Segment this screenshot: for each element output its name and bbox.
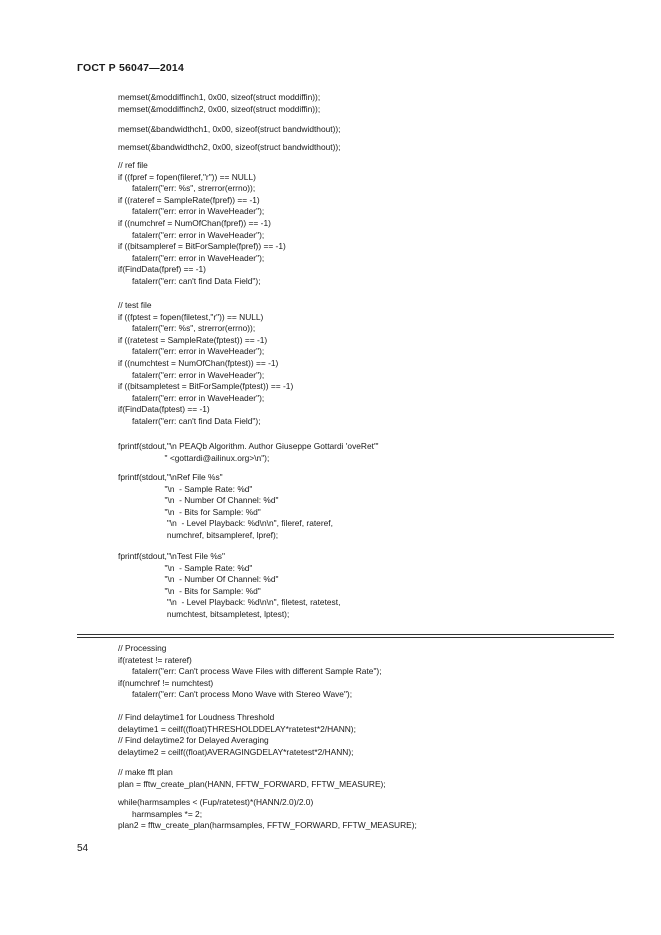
section-divider-lower <box>77 637 614 638</box>
top-code-block-4: // ref file if ((fpref = fopen(fileref,"r")) == NULL) fatalerr("err: %s", strerror(errno)); if ((rateref = SampleRate(fpref)) == -1) fatalerr("err: error in WaveHeader"); if ((numchref = NumOfChan(fpref)) == -1) fatalerr("err: error in WaveHeader"); if ((bitsampleref = BitForSample(fpref)) == -1) fatalerr("err: error in WaveHeader"); if(FindData(fpref) == -1) fatalerr("err: can't find Data Field"); <box>118 160 286 286</box>
bottom-code-block-4: while(harmsamples < (Fup/ratetest)*(HANN/2.0)/2.0) harmsamples *= 2; plan2 = fftw_create_plan(harmsamples, FFTW_FORWARD, FFTW_MEASURE); <box>118 797 417 831</box>
section-divider-upper <box>77 634 614 635</box>
top-code-block-5: // test file if ((fptest = fopen(filetest,"r")) == NULL) fatalerr("err: %s", strerror(errno)); if ((ratetest = SampleRate(fptest)) == -1) fatalerr("err: error in WaveHeader"); if ((numchtest = NumOfChan(fptest)) == -1) fatalerr("err: error in WaveHeader"); if ((bitsampletest = BitForSample(fptest)) == -1) fatalerr("err: error in WaveHeader"); if(FindData(fptest) == -1) fatalerr("err: can't find Data Field"); <box>118 300 294 426</box>
top-code-block-2: memset(&bandwidthch1, 0x00, sizeof(struct bandwidthout)); <box>118 124 341 134</box>
top-code-block-6: fprintf(stdout,"\n PEAQb Algorithm. Author Giuseppe Gottardi 'oveRet'" " <gottardi@ailinux.org>\n"); <box>118 441 379 463</box>
bottom-code-block-1: // Processing if(ratetest != rateref) fatalerr("err: Can't process Wave Files with different Sample Rate"); if(numchref != numchtest) fatalerr("err: Can't process Mono Wave with Stereo Wave"); <box>118 643 382 700</box>
bottom-code-block-3: // make fft plan plan = fftw_create_plan(HANN, FFTW_FORWARD, FFTW_MEASURE); <box>118 767 386 789</box>
top-code-block-7: fprintf(stdout,"\nRef File %s" "\n - Sample Rate: %d" "\n - Number Of Channel: %d" "\n - Bits for Sample: %d" "\n - Level Playback: %d\n\n", fileref, rateref, numchref, bitsampleref, lpref); <box>118 472 333 540</box>
top-code-block-3: memset(&bandwidthch2, 0x00, sizeof(struct bandwidthout)); <box>118 142 341 152</box>
top-code-block-8: fprintf(stdout,"\nTest File %s" "\n - Sample Rate: %d" "\n - Number Of Channel: %d" "\n - Bits for Sample: %d" "\n - Level Playback: %d\n\n", filetest, ratetest, numchtest, bitsampletest, lptest); <box>118 551 341 619</box>
page-header-title: ГОСТ Р 56047—2014 <box>77 62 185 74</box>
bottom-code-block-2: // Find delaytime1 for Loudness Threshold delaytime1 = ceilf((float)THRESHOLDDELAY*ratetest*2/HANN); // Find delaytime2 for Delayed Averaging delaytime2 = ceilf((float)AVERAGINGDELAY*ratetest*2/HANN); <box>118 712 356 757</box>
page-number: 54 <box>77 843 89 854</box>
top-code-block-1: memset(&moddiffinch1, 0x00, sizeof(struct moddiffin)); memset(&moddiffinch2, 0x00, sizeof(struct moddiffin)); <box>118 92 321 114</box>
